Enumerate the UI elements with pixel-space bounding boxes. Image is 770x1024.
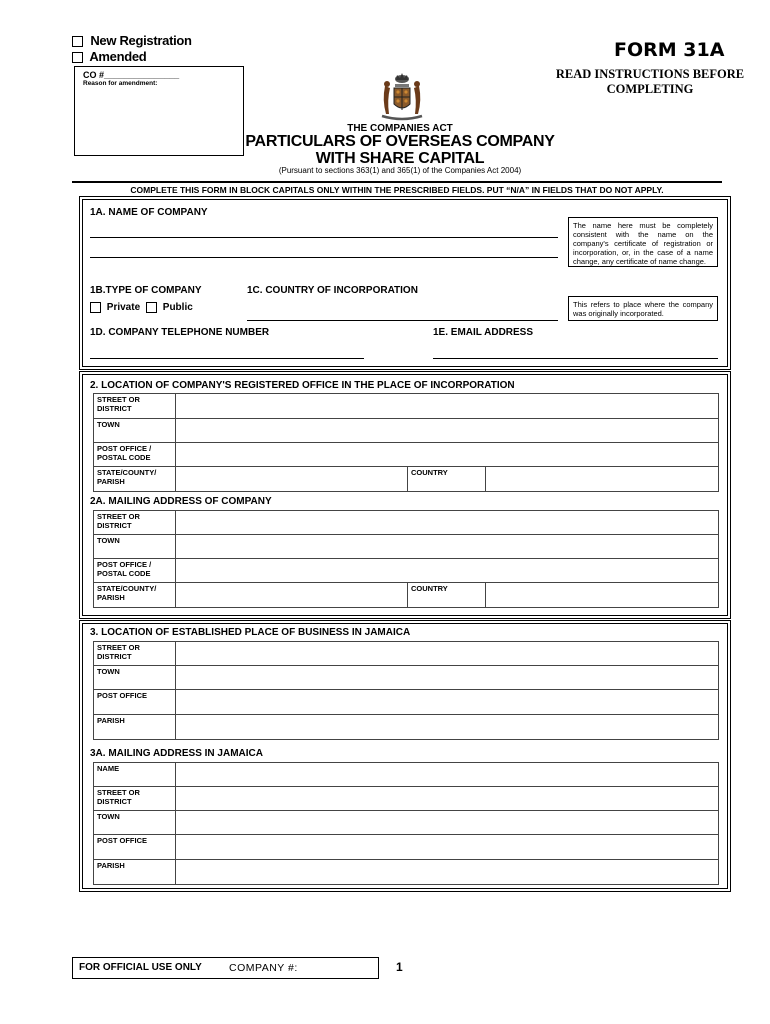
coat-of-arms-emblem: [374, 70, 430, 126]
co-number: CO #_______________: [83, 70, 180, 80]
mailing-state-label: STATE/COUNTY/ PARISH: [94, 583, 176, 608]
table-row: [94, 715, 719, 740]
new-registration-label: New Registration: [90, 33, 192, 48]
state-parish-label: STATE/COUNTY/ PARISH: [94, 467, 176, 492]
jm-town-field[interactable]: [176, 666, 719, 690]
official-use-box: [72, 957, 379, 979]
amended-option[interactable]: [72, 49, 146, 64]
mailing-country-field[interactable]: [486, 583, 719, 608]
company-name-field-2[interactable]: [90, 244, 558, 258]
amended-label: Amended: [89, 49, 147, 64]
mailing-address-title: 2A. MAILING ADDRESS OF COMPANY: [90, 496, 272, 507]
country-incorporation-note: This refers to place where the company was originally incorporated.: [568, 296, 718, 321]
table-row: [94, 763, 719, 787]
jm-mail-name-field[interactable]: [176, 763, 719, 787]
street-district-field[interactable]: [176, 394, 719, 419]
country-field[interactable]: [486, 467, 719, 492]
table-row: [94, 642, 719, 666]
table-row: [94, 535, 719, 559]
email-label: 1E. EMAIL ADDRESS: [433, 327, 534, 338]
amended-checkbox[interactable]: [72, 52, 83, 63]
jm-mail-street-field[interactable]: [176, 787, 719, 811]
table-row: [94, 419, 719, 443]
private-checkbox[interactable]: [90, 302, 101, 313]
page-number: 1: [396, 960, 403, 974]
mailing-post-office-field[interactable]: [176, 559, 719, 583]
post-office-label: POST OFFICE / POSTAL CODE: [94, 443, 176, 467]
table-row: [94, 787, 719, 811]
private-option[interactable]: [90, 302, 140, 313]
telephone-label: 1D. COMPANY TELEPHONE NUMBER: [90, 327, 270, 338]
company-name-field-1[interactable]: [90, 224, 558, 238]
country-incorporation-label: 1C. COUNTRY OF INCORPORATION: [247, 285, 418, 296]
town-field[interactable]: [176, 419, 719, 443]
state-parish-field[interactable]: [176, 467, 408, 492]
table-row: [94, 835, 719, 860]
jm-post-office-label: POST OFFICE: [94, 690, 176, 715]
jm-mail-town-label: TOWN: [94, 811, 176, 835]
country-label: COUNTRY: [408, 467, 486, 492]
table-row: [94, 511, 719, 535]
company-number-label: COMPANY #:: [229, 962, 298, 974]
jm-parish-label: PARISH: [94, 715, 176, 740]
post-office-field[interactable]: [176, 443, 719, 467]
read-instructions: READ INSTRUCTIONS BEFORE COMPLETING: [555, 67, 745, 96]
company-name-note: The name here must be completely consistent with the name on the company's certificate of registration or incorporation, or, in the case of a name change, any certificate of name change.: [568, 217, 718, 267]
form-number: FORM 31A: [614, 39, 725, 61]
pursuant-note: (Pursuant to sections 363(1) and 365(1) of the Companies Act 2004): [278, 166, 522, 175]
street-district-label: STREET OR DISTRICT: [94, 394, 176, 419]
table-row: [94, 690, 719, 715]
country-incorporation-field[interactable]: [247, 307, 558, 321]
new-registration-checkbox[interactable]: [72, 36, 83, 47]
jm-parish-field[interactable]: [176, 715, 719, 740]
table-row: [94, 583, 719, 608]
public-option[interactable]: [146, 302, 193, 313]
jm-mail-street-label: STREET OR DISTRICT: [94, 787, 176, 811]
jm-town-label: TOWN: [94, 666, 176, 690]
mailing-post-office-label: POST OFFICE / POSTAL CODE: [94, 559, 176, 583]
act-heading: THE COMPANIES ACT: [347, 123, 453, 134]
mailing-street-label: STREET OR DISTRICT: [94, 511, 176, 535]
table-row: [94, 860, 719, 885]
table-row: [94, 467, 719, 492]
jamaica-business-table: [93, 641, 719, 740]
amendment-box[interactable]: [74, 66, 244, 156]
jm-mail-parish-label: PARISH: [94, 860, 176, 885]
table-row: [94, 666, 719, 690]
public-label: Public: [162, 302, 193, 314]
jamaica-mailing-title: 3A. MAILING ADDRESS IN JAMAICA: [90, 748, 263, 759]
jm-mail-parish-field[interactable]: [176, 860, 719, 885]
jm-street-field[interactable]: [176, 642, 719, 666]
jm-street-label: STREET OR DISTRICT: [94, 642, 176, 666]
jamaica-mailing-table: [93, 762, 719, 885]
block-capitals-instruction: COMPLETE THIS FORM IN BLOCK CAPITALS ONLY WITHIN THE PRESCRIBED FIELDS. PUT “N/A” IN FIELDS THAT DO NOT APPLY.: [130, 185, 664, 195]
header-divider: [72, 181, 722, 183]
company-name-label: 1A. NAME OF COMPANY: [90, 207, 208, 218]
email-field[interactable]: [433, 345, 718, 359]
jm-mail-post-office-field[interactable]: [176, 835, 719, 860]
jm-mail-town-field[interactable]: [176, 811, 719, 835]
mailing-state-field[interactable]: [176, 583, 408, 608]
mailing-town-field[interactable]: [176, 535, 719, 559]
mailing-address-table: [93, 510, 719, 608]
public-checkbox[interactable]: [146, 302, 157, 313]
official-use-label: FOR OFFICIAL USE ONLY: [79, 962, 202, 973]
mailing-street-field[interactable]: [176, 511, 719, 535]
table-row: [94, 811, 719, 835]
table-row: [94, 443, 719, 467]
form-title-line1: PARTICULARS OF OVERSEAS COMPANY: [245, 133, 555, 150]
registered-office-title: 2. LOCATION OF COMPANY'S REGISTERED OFFICE IN THE PLACE OF INCORPORATION: [90, 380, 515, 391]
form-title: [230, 133, 570, 167]
table-row: [94, 559, 719, 583]
registered-office-table: [93, 393, 719, 492]
reason-label: Reason for amendment:: [83, 80, 158, 87]
town-label: TOWN: [94, 419, 176, 443]
company-type-label: 1B.TYPE OF COMPANY: [90, 285, 202, 296]
new-registration-option[interactable]: [72, 33, 192, 48]
form-title-line2: WITH SHARE CAPITAL: [315, 150, 485, 167]
mailing-town-label: TOWN: [94, 535, 176, 559]
private-label: Private: [106, 302, 141, 314]
telephone-field[interactable]: [90, 345, 364, 359]
jm-mail-post-office-label: POST OFFICE: [94, 835, 176, 860]
jm-mail-name-label: NAME: [94, 763, 176, 787]
jamaica-business-title: 3. LOCATION OF ESTABLISHED PLACE OF BUSINESS IN JAMAICA: [90, 627, 411, 638]
mailing-country-label: COUNTRY: [408, 583, 486, 608]
jm-post-office-field[interactable]: [176, 690, 719, 715]
table-row: [94, 394, 719, 419]
